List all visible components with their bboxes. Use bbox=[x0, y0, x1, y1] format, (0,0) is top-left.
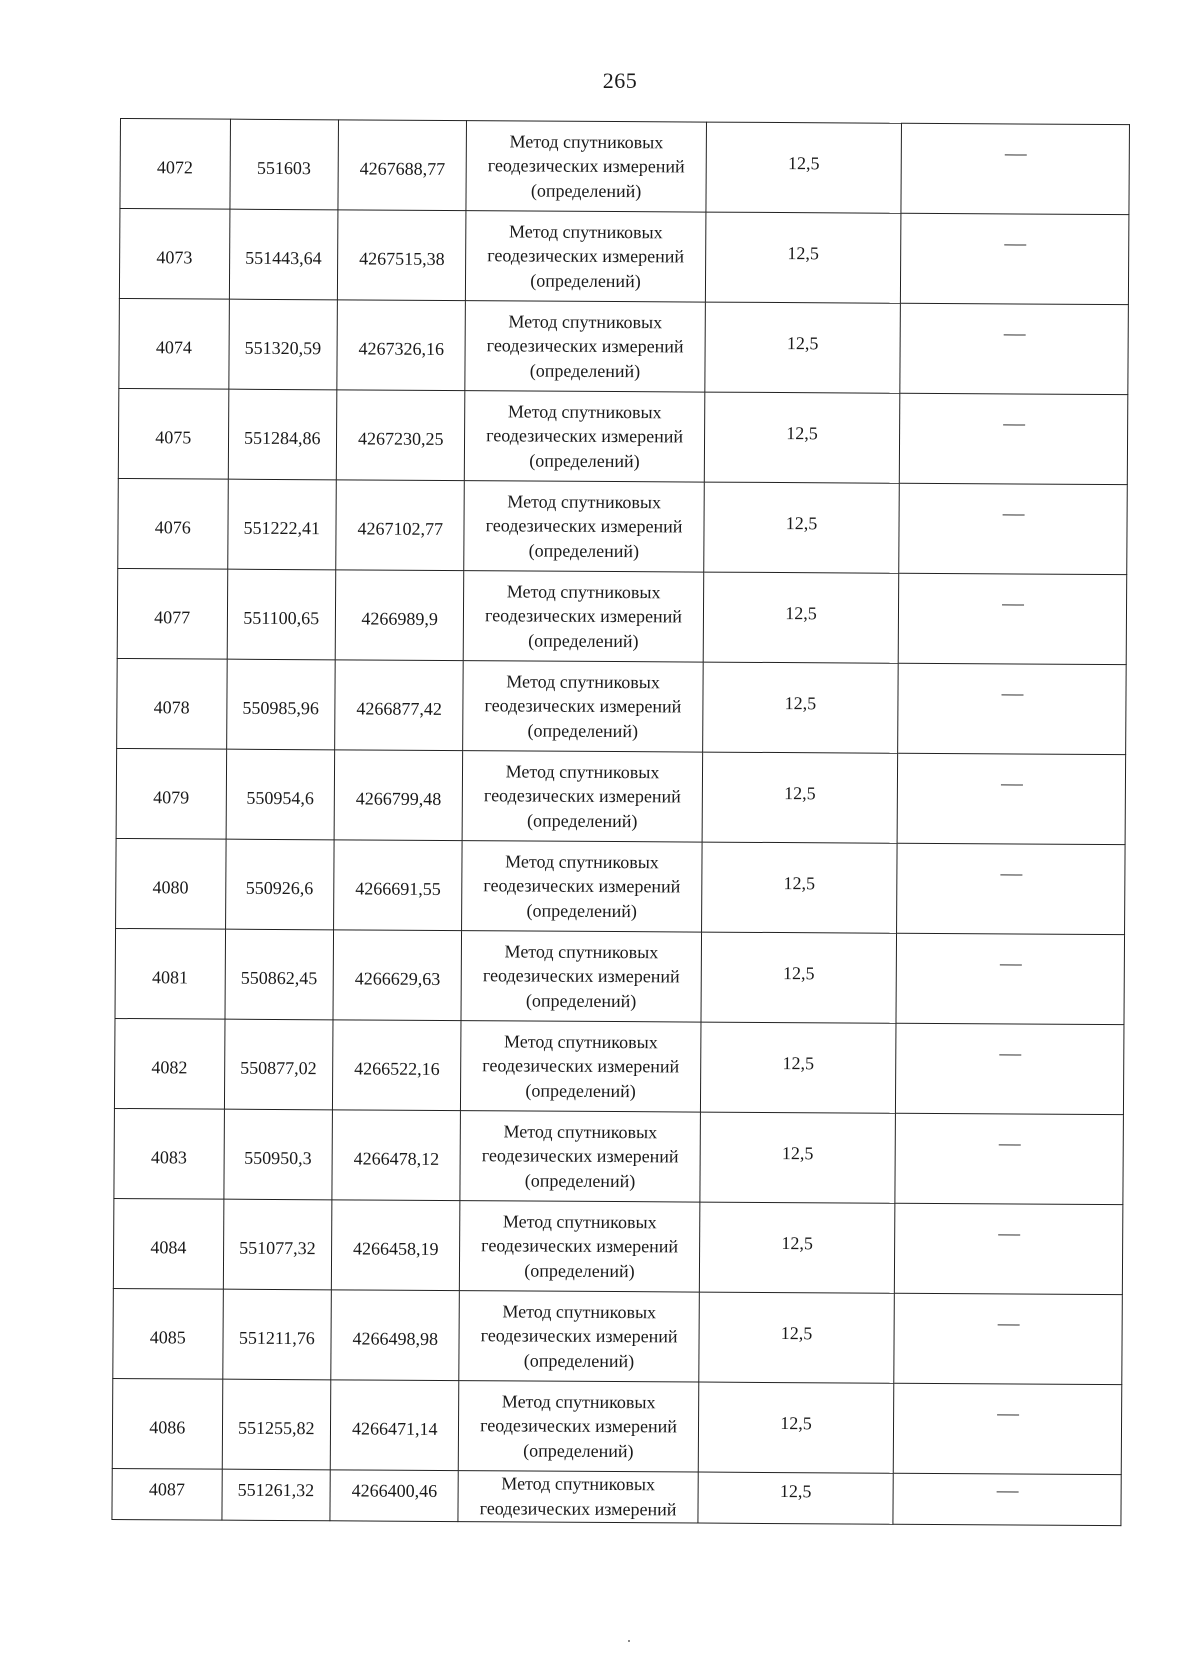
accuracy-cell-text: 12,5 bbox=[782, 963, 815, 984]
method-cell bbox=[463, 751, 703, 842]
y-coordinate-cell bbox=[337, 300, 466, 391]
point-number-cell-text: 4083 bbox=[150, 1147, 187, 1168]
point-number-cell-text: 4072 bbox=[156, 157, 194, 178]
method-line: геодезических измерений bbox=[486, 425, 684, 447]
accuracy-cell bbox=[703, 572, 899, 663]
accuracy-cell bbox=[699, 1112, 895, 1203]
dash-mark bbox=[1000, 964, 1022, 965]
x-coordinate-cell-text: 550950,3 bbox=[244, 1148, 312, 1169]
dash-mark bbox=[1003, 334, 1025, 335]
note-cell bbox=[898, 753, 1126, 844]
y-coordinate-cell-text: 4266400,46 bbox=[351, 1480, 438, 1501]
note-cell bbox=[901, 123, 1129, 214]
method-line: геодезических измерений bbox=[480, 1325, 678, 1347]
note-cell bbox=[894, 1383, 1122, 1474]
table-row bbox=[114, 1108, 1124, 1204]
method-line: (определений) bbox=[530, 270, 641, 291]
note-cell bbox=[898, 663, 1126, 754]
accuracy-cell-text: 12,5 bbox=[782, 1053, 815, 1074]
y-coordinate-cell-text: 4266877,42 bbox=[356, 698, 442, 720]
x-coordinate-cell bbox=[227, 479, 336, 570]
x-coordinate-cell-text: 551255,82 bbox=[237, 1417, 315, 1439]
method-line: Метод спутниковых bbox=[506, 581, 661, 603]
table-row bbox=[112, 1468, 1121, 1525]
y-coordinate-cell-text: 4266471,14 bbox=[351, 1418, 438, 1440]
x-coordinate-cell-text: 551077,32 bbox=[239, 1237, 316, 1259]
method-line: Метод спутниковых bbox=[505, 761, 660, 783]
y-coordinate-cell-text: 4266498,98 bbox=[352, 1328, 439, 1350]
x-coordinate-cell bbox=[227, 569, 336, 660]
x-coordinate-cell bbox=[229, 209, 338, 300]
point-number-cell-text: 4087 bbox=[148, 1479, 185, 1500]
method-line: (определений) bbox=[523, 1440, 634, 1461]
method-line: Метод спутниковых bbox=[504, 941, 659, 963]
dash-mark bbox=[999, 1054, 1021, 1055]
note-cell bbox=[894, 1293, 1122, 1384]
method-line: (определений) bbox=[529, 450, 640, 471]
method-line: геодезических измерений bbox=[487, 155, 685, 177]
x-coordinate-cell bbox=[223, 1199, 332, 1290]
table-row bbox=[118, 478, 1128, 574]
table-row bbox=[114, 1018, 1124, 1114]
accuracy-cell-text: 12,5 bbox=[786, 423, 818, 444]
method-line: (определений) bbox=[523, 1350, 635, 1371]
x-coordinate-cell bbox=[224, 1019, 333, 1110]
accuracy-cell bbox=[705, 122, 901, 213]
y-coordinate-cell bbox=[331, 1290, 460, 1381]
table-row bbox=[116, 838, 1126, 934]
x-coordinate-cell-text: 551603 bbox=[256, 158, 312, 179]
method-line: геодезических измерений bbox=[485, 515, 683, 537]
accuracy-cell bbox=[699, 1202, 895, 1293]
table-row bbox=[116, 748, 1126, 844]
method-cell bbox=[464, 571, 704, 662]
table-row bbox=[113, 1288, 1123, 1384]
dash-mark bbox=[1002, 514, 1024, 515]
x-coordinate-cell bbox=[229, 119, 338, 210]
accuracy-cell bbox=[705, 212, 901, 303]
y-coordinate-cell-text: 4266989,9 bbox=[361, 608, 438, 630]
note-cell bbox=[899, 573, 1127, 664]
note-cell bbox=[899, 483, 1127, 574]
method-line: Метод спутниковых bbox=[508, 221, 663, 243]
method-line: (определений) bbox=[530, 180, 642, 201]
method-line: (определений) bbox=[524, 1170, 636, 1191]
y-coordinate-cell bbox=[332, 1110, 461, 1201]
method-line: геодезических измерений bbox=[485, 605, 682, 627]
x-coordinate-cell-text: 550877,02 bbox=[240, 1058, 317, 1079]
x-coordinate-cell-text: 551320,59 bbox=[244, 338, 322, 359]
x-coordinate-cell bbox=[226, 659, 335, 750]
point-number-cell bbox=[120, 119, 230, 210]
y-coordinate-cell bbox=[335, 570, 464, 661]
method-line: геодезических измерений bbox=[481, 1145, 679, 1167]
point-number-cell bbox=[112, 1468, 222, 1520]
y-coordinate-cell bbox=[331, 1200, 460, 1291]
method-line: (определений) bbox=[528, 630, 639, 651]
y-coordinate-cell-text: 4266799,48 bbox=[355, 788, 442, 810]
note-cell bbox=[895, 1203, 1123, 1294]
accuracy-cell bbox=[701, 932, 897, 1023]
x-coordinate-cell-text: 551211,76 bbox=[238, 1327, 315, 1349]
table-row bbox=[115, 928, 1125, 1024]
accuracy-cell-text: 12,5 bbox=[787, 243, 819, 264]
accuracy-cell-text: 12,5 bbox=[785, 513, 818, 534]
accuracy-cell-text: 12,5 bbox=[787, 153, 820, 174]
accuracy-cell bbox=[702, 662, 898, 753]
method-line: геодезических измерений bbox=[481, 1235, 679, 1257]
method-cell bbox=[463, 661, 703, 752]
point-number-cell bbox=[118, 478, 228, 569]
y-coordinate-cell bbox=[335, 660, 464, 751]
method-line: геодезических измерений bbox=[482, 965, 680, 987]
method-cell bbox=[459, 1381, 699, 1472]
point-number-cell bbox=[119, 298, 229, 389]
table-row bbox=[118, 388, 1128, 484]
y-coordinate-cell-text: 4266478,12 bbox=[353, 1148, 440, 1170]
dash-mark bbox=[1000, 874, 1022, 875]
note-cell bbox=[897, 843, 1125, 934]
accuracy-cell-text: 12,5 bbox=[785, 603, 817, 624]
table-row bbox=[117, 658, 1127, 754]
y-coordinate-cell-text: 4267515,38 bbox=[359, 248, 445, 270]
method-line: геодезических измерений bbox=[483, 875, 681, 897]
point-number-cell bbox=[119, 209, 229, 300]
x-coordinate-cell-text: 551443,64 bbox=[245, 248, 322, 269]
table-row bbox=[119, 298, 1129, 394]
method-line: геодезических измерений bbox=[483, 785, 681, 807]
point-number-cell-text: 4074 bbox=[155, 337, 192, 358]
point-number-cell bbox=[114, 1018, 224, 1109]
method-line: (определений) bbox=[529, 360, 641, 381]
method-line: (определений) bbox=[528, 540, 640, 561]
table-row bbox=[120, 119, 1130, 215]
method-cell bbox=[460, 1111, 700, 1202]
point-number-cell bbox=[112, 1378, 222, 1469]
point-number-cell-text: 4078 bbox=[153, 697, 190, 718]
method-line: Метод спутниковых bbox=[508, 311, 663, 333]
accuracy-cell-text: 12,5 bbox=[780, 1323, 813, 1344]
method-line: Метод спутниковых bbox=[501, 1473, 656, 1495]
point-number-cell bbox=[116, 838, 226, 929]
coordinates-table bbox=[111, 118, 1130, 1526]
method-line: Метод спутниковых bbox=[507, 491, 662, 513]
method-line: геодезических измерений bbox=[486, 335, 684, 357]
dash-mark bbox=[1001, 694, 1023, 695]
y-coordinate-cell bbox=[336, 480, 465, 571]
method-line: (определений) bbox=[526, 810, 638, 831]
point-number-cell bbox=[118, 388, 228, 479]
dash-mark bbox=[1003, 424, 1025, 425]
method-line: Метод спутниковых bbox=[505, 851, 659, 873]
note-cell bbox=[895, 1113, 1123, 1204]
accuracy-cell bbox=[701, 842, 897, 933]
table-row bbox=[119, 209, 1129, 305]
y-coordinate-cell-text: 4266691,55 bbox=[355, 878, 441, 900]
method-line: Метод спутниковых bbox=[503, 1031, 658, 1053]
method-line: Метод спутниковых bbox=[501, 1391, 656, 1413]
y-coordinate-cell bbox=[334, 840, 463, 931]
point-number-cell bbox=[117, 568, 227, 659]
x-coordinate-cell-text: 551284,86 bbox=[244, 428, 321, 449]
method-line: геодезических измерений bbox=[484, 695, 682, 717]
point-number-cell-text: 4076 bbox=[154, 517, 191, 538]
dash-mark bbox=[997, 1324, 1019, 1325]
method-line: геодезических измерений bbox=[479, 1497, 677, 1519]
method-line: (определений) bbox=[527, 720, 639, 741]
accuracy-cell bbox=[702, 752, 898, 843]
accuracy-cell bbox=[704, 302, 900, 393]
point-number-cell-text: 4084 bbox=[150, 1237, 187, 1258]
x-coordinate-cell bbox=[223, 1109, 332, 1200]
x-coordinate-cell bbox=[228, 299, 337, 390]
page-number: 265 bbox=[602, 68, 638, 93]
accuracy-cell-text: 12,5 bbox=[779, 1481, 812, 1502]
accuracy-cell bbox=[700, 1022, 896, 1113]
note-cell bbox=[896, 1023, 1124, 1114]
dash-mark bbox=[998, 1144, 1020, 1145]
y-coordinate-cell bbox=[330, 1470, 459, 1522]
method-line: Метод спутниковых bbox=[502, 1211, 657, 1233]
accuracy-cell-text: 12,5 bbox=[781, 1233, 813, 1254]
x-coordinate-cell bbox=[222, 1289, 331, 1380]
method-cell bbox=[462, 841, 702, 932]
x-coordinate-cell-text: 550862,45 bbox=[240, 968, 318, 989]
method-line: Метод спутниковых bbox=[507, 401, 662, 423]
y-coordinate-cell-text: 4267230,25 bbox=[357, 428, 444, 450]
method-cell bbox=[461, 931, 701, 1022]
y-coordinate-cell bbox=[337, 210, 466, 301]
method-cell bbox=[465, 391, 705, 482]
method-line: (определений) bbox=[526, 900, 637, 921]
point-number-cell bbox=[115, 928, 225, 1019]
accuracy-cell-text: 12,5 bbox=[784, 693, 817, 714]
accuracy-cell-text: 12,5 bbox=[786, 333, 819, 354]
scan-artifact bbox=[628, 1640, 630, 1642]
note-cell bbox=[901, 213, 1129, 304]
method-cell bbox=[466, 211, 706, 302]
x-coordinate-cell bbox=[222, 1379, 331, 1470]
accuracy-cell bbox=[704, 392, 900, 483]
x-coordinate-cell bbox=[226, 749, 335, 840]
method-line: геодезических измерений bbox=[482, 1055, 680, 1077]
accuracy-cell bbox=[703, 482, 899, 573]
note-cell bbox=[900, 303, 1128, 394]
y-coordinate-cell-text: 4266458,19 bbox=[353, 1238, 439, 1260]
method-cell bbox=[465, 301, 705, 392]
point-number-cell-text: 4081 bbox=[151, 967, 189, 988]
accuracy-cell bbox=[697, 1472, 893, 1524]
point-number-cell-text: 4079 bbox=[153, 787, 190, 808]
note-cell bbox=[900, 393, 1128, 484]
x-coordinate-cell bbox=[228, 389, 337, 480]
method-cell bbox=[464, 481, 704, 572]
y-coordinate-cell-text: 4267102,77 bbox=[357, 518, 444, 540]
point-number-cell-text: 4082 bbox=[151, 1057, 188, 1078]
accuracy-cell-text: 12,5 bbox=[780, 1413, 812, 1434]
accuracy-cell-text: 12,5 bbox=[781, 1143, 814, 1164]
method-cell bbox=[466, 121, 706, 212]
table-row bbox=[117, 568, 1127, 664]
x-coordinate-cell-text: 550985,96 bbox=[242, 698, 319, 719]
accuracy-cell bbox=[698, 1382, 894, 1473]
coordinates-table-body bbox=[112, 119, 1130, 1526]
y-coordinate-cell-text: 4267326,16 bbox=[358, 338, 445, 360]
accuracy-cell-text: 12,5 bbox=[784, 783, 816, 804]
method-line: Метод спутниковых bbox=[509, 131, 664, 153]
point-number-cell-text: 4075 bbox=[155, 427, 192, 448]
y-coordinate-cell bbox=[330, 1380, 459, 1471]
note-cell bbox=[896, 933, 1124, 1024]
dash-mark bbox=[1004, 244, 1026, 245]
method-cell bbox=[460, 1201, 700, 1292]
y-coordinate-cell bbox=[332, 1020, 461, 1111]
method-line: Метод спутниковых bbox=[506, 671, 661, 693]
method-cell bbox=[461, 1021, 701, 1112]
dash-mark bbox=[1005, 154, 1027, 155]
y-coordinate-cell-text: 4266522,16 bbox=[354, 1058, 440, 1080]
x-coordinate-cell-text: 550926,6 bbox=[245, 878, 314, 899]
table-row bbox=[112, 1378, 1122, 1474]
y-coordinate-cell bbox=[338, 120, 467, 211]
point-number-cell bbox=[114, 1108, 224, 1199]
point-number-cell-text: 4077 bbox=[154, 607, 191, 628]
x-coordinate-cell-text: 551261,32 bbox=[237, 1479, 315, 1501]
x-coordinate-cell bbox=[221, 1469, 330, 1521]
dash-mark bbox=[997, 1414, 1019, 1415]
y-coordinate-cell-text: 4267688,77 bbox=[359, 158, 446, 180]
x-coordinate-cell-text: 550954,6 bbox=[246, 788, 314, 809]
table-row bbox=[113, 1198, 1123, 1294]
method-line: геодезических измерений bbox=[487, 245, 685, 267]
point-number-cell-text: 4085 bbox=[149, 1327, 186, 1348]
note-cell bbox=[893, 1473, 1121, 1525]
point-number-cell-text: 4073 bbox=[156, 247, 193, 268]
point-number-cell bbox=[117, 658, 227, 749]
y-coordinate-cell bbox=[334, 750, 463, 841]
method-line: (определений) bbox=[525, 1080, 636, 1101]
x-coordinate-cell-text: 551100,65 bbox=[243, 608, 320, 629]
point-number-cell-text: 4086 bbox=[149, 1417, 186, 1438]
dash-mark bbox=[998, 1234, 1020, 1235]
point-number-cell-text: 4080 bbox=[152, 877, 189, 898]
method-line: (определений) bbox=[525, 990, 637, 1011]
dash-mark bbox=[996, 1491, 1018, 1492]
point-number-cell bbox=[116, 748, 226, 839]
dash-mark bbox=[1002, 604, 1024, 605]
accuracy-cell-text: 12,5 bbox=[783, 873, 816, 894]
y-coordinate-cell bbox=[336, 390, 465, 481]
point-number-cell bbox=[113, 1288, 223, 1379]
method-line: Метод спутниковых bbox=[502, 1301, 657, 1323]
method-line: Метод спутниковых bbox=[503, 1121, 658, 1143]
method-line: геодезических измерений bbox=[480, 1415, 678, 1437]
method-cell bbox=[458, 1471, 697, 1523]
y-coordinate-cell-text: 4266629,63 bbox=[354, 968, 441, 990]
dash-mark bbox=[1001, 784, 1023, 785]
point-number-cell bbox=[113, 1198, 223, 1289]
method-cell bbox=[459, 1291, 699, 1382]
method-line: (определений) bbox=[524, 1260, 635, 1281]
x-coordinate-cell bbox=[225, 929, 334, 1020]
x-coordinate-cell-text: 551222,41 bbox=[243, 518, 321, 539]
x-coordinate-cell bbox=[225, 839, 334, 930]
accuracy-cell bbox=[698, 1292, 894, 1383]
y-coordinate-cell bbox=[333, 930, 462, 1021]
